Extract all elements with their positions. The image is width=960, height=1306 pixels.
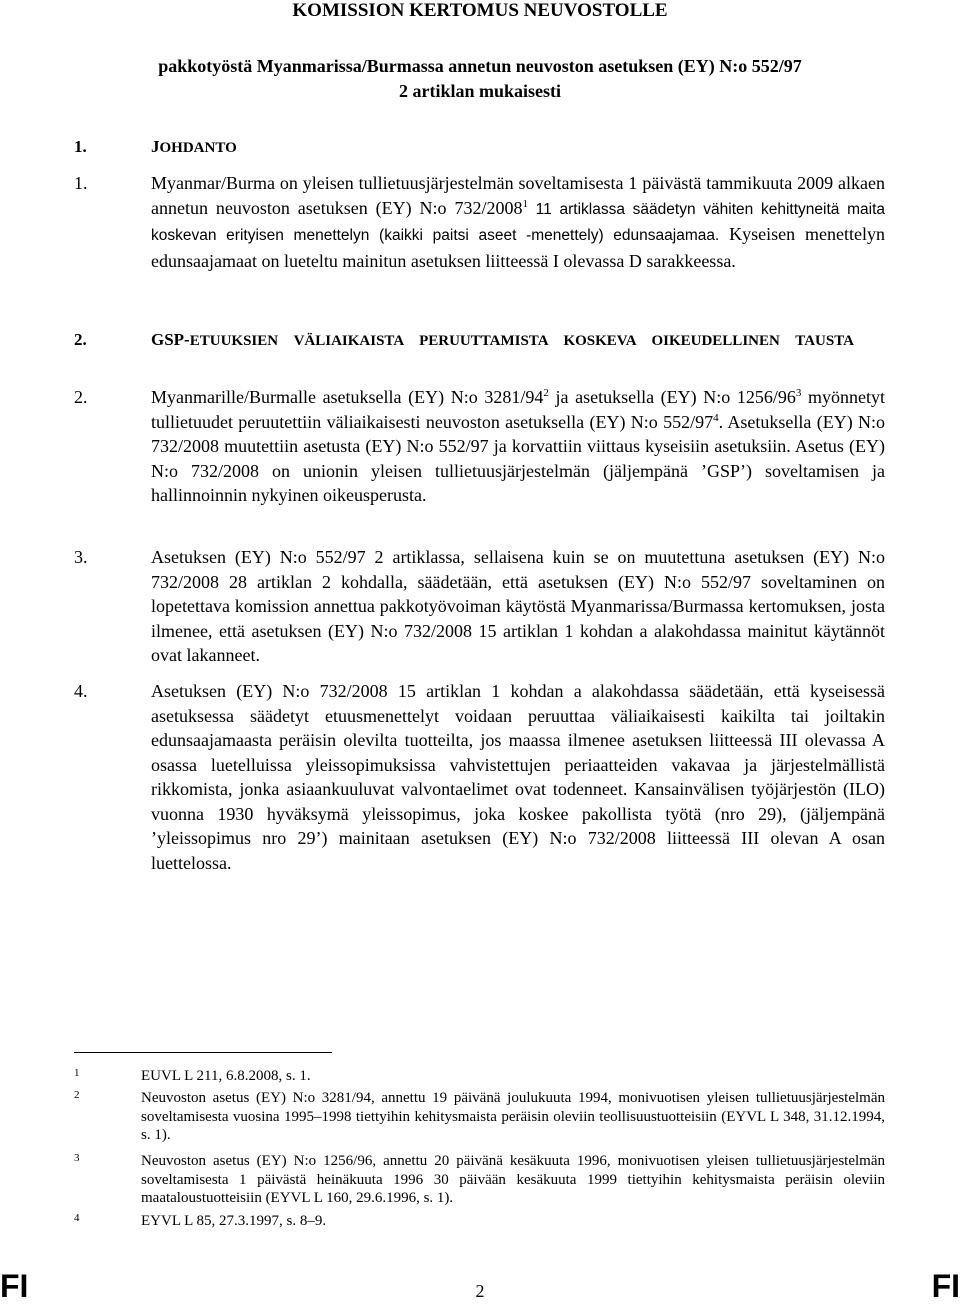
paragraph-body: Asetuksen (EY) N:o 552/97 2 artiklassa, sellaisena kuin se on muutettuna asetuksen (EY) N:o 732/2008 28 artiklan 2 kohdalla, säädetään, että asetuksen (EY) N:o 552/97 soveltaminen on lopetettava komission annettua pakkotyövoiman käytöstä Myanmarissa/Burmassa kertomuksen, josta ilmenee, että asetuksen (EY) N:o 732/2008 15 artiklan 1 kohdan a alakohdassa mainitut käytännöt ovat lakanneet. [151,547,885,665]
document-title: KOMISSION KERTOMUS NEUVOSTOLLE [292,0,668,21]
footnote-ref: 1 [522,197,528,210]
paragraph-number: 2. [74,387,88,407]
footnote-text: EUVL L 211, 6.8.2008, s. 1. [141,1068,311,1084]
footer-language-left: FI [0,1268,29,1304]
section-title [151,326,886,355]
footnote-text: Neuvoston asetus (EY) N:o 1256/96, annettu 20 päivänä kesäkuuta 1996, monivuotisen yleisen tullietuusjärjestelmän soveltamisesta 1 päivästä heinäkuuta 1996 30 päivään kesäkuuta 1999 tiettyihin kehitysmaista peräisin oleviin maataloustuotteisiin (EYVL L 160, 29.6.1996, s. 1). [141,1153,885,1206]
subtitle-line-1: pakkotyöstä Myanmarissa/Burmassa annetun neuvoston asetuksen (EY) N:o 552/97 [158,56,802,76]
paragraph-text: . Asetuksella (EY) N:o 732/2008 muutettiin asetusta (EY) N:o 552/97 ja korvattiin viittaus kyseisiin asetuksiin. Asetus (EY) N:o 732/2008 on unionin yleisen tullietuusjärjestelmän (jäljempänä ’GSP’) soveltamisen ja hallinnoinnin nykyinen oikeusperusta. [151,411,886,505]
footnote-text: EYVL L 85, 27.3.1997, s. 8–9. [141,1213,327,1229]
paragraph-text: myönnetyt tullietuudet peruutettiin väliaikaisesti neuvoston asetuksella (EY) N:o 552/97 [151,387,885,432]
footnote-number: 1 [74,1067,80,1079]
footnote-ref: 3 [795,387,802,399]
section-title-rest: ETUUKSIEN VÄLIAIKAISTA PERUUTTAMISTA KOSKEVA OIKEUDELLINEN TAUSTA [189,333,854,349]
page-number: 2 [475,1281,485,1301]
paragraph-number: 1. [74,173,88,193]
paragraph-text: ja asetuksella (EY) N:o 1256/96 [548,387,796,407]
section-title-initial: J [151,137,160,156]
paragraph-body [151,385,885,508]
section-number: 2. [74,330,87,349]
section-title [151,133,886,162]
section-title-rest: OHDANTO [159,140,237,156]
paragraph-text: Kyseisen menettelyn edunsaajamaat on lueteltu mainitun asetuksen liitteessä I olevassa D sarakkeessa. [151,224,885,271]
paragraph-text: Myanmar/Burma on yleisen tullietuusjärjestelmän soveltamisesta 1 päivästä tammikuuta 2009 alkaen annetun neuvoston asetuksen (EY) N:o 732/2008 [151,173,885,218]
footnote-number: 2 [74,1089,80,1101]
paragraph-text: Myanmarille/Burmalle asetuksella (EY) N:o 3281/94 [151,387,544,407]
document-subtitle [0,54,960,104]
footnote-ref: 2 [543,387,549,399]
paragraph-number: 4. [74,681,88,701]
footnote-number: 4 [74,1212,80,1224]
section-number: 1. [74,137,87,156]
paragraph-body: Asetuksen (EY) N:o 732/2008 15 artiklan 1 kohdan a alakohdassa säädetään, että kyseisessä asetuksessa säädetyt etuusmenettelyt voidaan peruuttaa väliaikaisesti kaikilta tai joiltakin edunsaajamaasta peräisin olevilta tuotteilta, jos maassa ilmenee asetuksen liitteessä III olevassa A osassa luetelluissa yleissopimuksissa vahvistettujen periaatteiden vakavaa ja järjestelmällistä rikkomista, jonka asiaankuuluvat valvontaelimet ovat todenneet. Kansainvälisen työjärjestön (ILO) vuonna 1930 hyväksymä yleissopimus, joka koskee pakollista työtä (nro 29), (jäljempänä ’yleissopimus nro 29’) mainitaan asetuksen (EY) N:o 732/2008 liitteessä III olevan A osan luettelossa. [151,681,885,873]
section-title-initial: GSP- [151,330,190,349]
paragraph-body [151,171,885,273]
paragraph-number: 3. [74,547,88,567]
footnote-ref: 4 [713,411,719,424]
footnote-number: 3 [74,1152,80,1164]
paragraph-text: 11 artiklassa säädetyn vähiten kehittyneitä maita koskevan erityisen menettelyn (kaikki paitsi aseet -menettely) edunsaajamaa. [151,200,885,244]
footer-language-right: FI [931,1268,960,1304]
subtitle-line-2: 2 artiklan mukaisesti [398,81,562,101]
footnote-text: Neuvoston asetus (EY) N:o 3281/94, annettu 19 päivänä joulukuuta 1994, monivuotisen yleisen tullietuusjärjestelmän soveltamisesta vuosina 1995–1998 tiettyihin kehitysmaista peräisin oleviin teollisuustuotteisiin (EYVL L 348, 31.12.1994, s. 1). [141,1090,885,1143]
footnote-separator [74,1052,332,1053]
